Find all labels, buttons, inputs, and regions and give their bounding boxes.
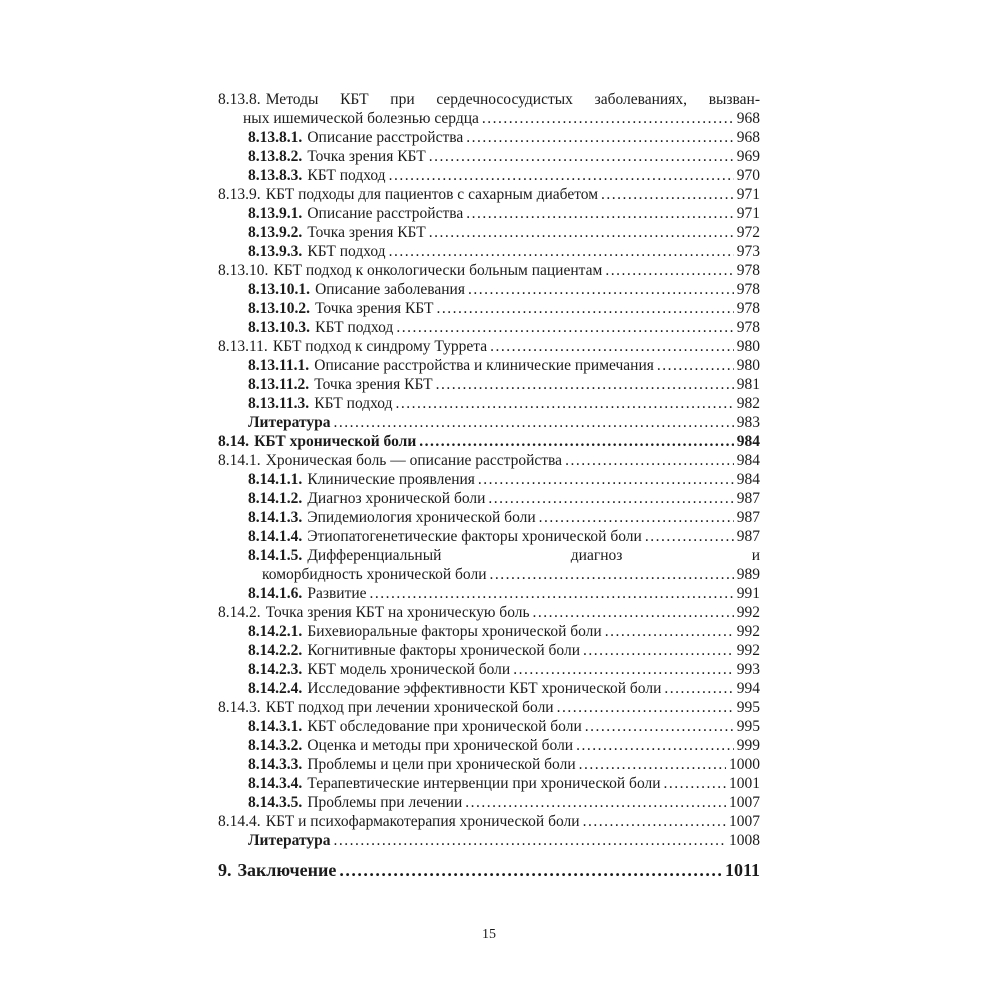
toc-entry xyxy=(218,584,760,603)
toc-entry-page: 972 xyxy=(736,224,760,241)
dot-leader xyxy=(664,679,733,698)
dot-leader xyxy=(539,508,734,527)
toc-entry xyxy=(218,90,760,109)
toc-entry-page: 982 xyxy=(736,395,760,412)
toc-entry-title: Точка зрения КБТ xyxy=(314,376,433,393)
dot-leader xyxy=(466,128,734,147)
toc-entry xyxy=(218,774,760,793)
toc-entry xyxy=(218,831,760,850)
toc-entry-page: 1008 xyxy=(729,832,760,849)
toc-entry-number: 8.14.3. xyxy=(218,699,261,716)
toc-entry xyxy=(218,128,760,147)
toc-entry xyxy=(218,451,760,470)
toc-entry-title: Описание расстройства xyxy=(307,205,464,222)
toc-entry-number: 8.13.11.3. xyxy=(248,395,310,412)
toc-entry-title: КБТ хронической боли xyxy=(254,433,417,450)
toc-entry-title: Описание расстройства и клинические примечания xyxy=(314,357,654,374)
toc-entry-number: 8.13.9.1. xyxy=(248,205,303,222)
toc-entry xyxy=(218,861,760,880)
toc-entry-number: 8.14.2.2. xyxy=(248,642,303,659)
toc-entry-title: КБТ и психофармакотерапия хронической боли xyxy=(265,813,580,830)
toc-entry-number: 8.14.1.4. xyxy=(248,528,303,545)
toc-entry-title: Терапевтические интервенции при хронической боли xyxy=(307,775,661,792)
toc-entry-title: КБТ подход xyxy=(314,395,393,412)
toc-entry xyxy=(218,717,760,736)
toc-entry-number: 8.14.1.5. xyxy=(248,547,303,564)
toc-entry-title: КБТ подходы для пациентов с сахарным диабетом xyxy=(265,186,599,203)
toc-entry xyxy=(218,166,760,185)
toc-entry-number: 8.13.8.3. xyxy=(248,167,303,184)
toc-entry-page: 987 xyxy=(736,490,760,507)
dot-leader xyxy=(579,755,726,774)
page-footer-number: 15 xyxy=(482,927,496,942)
toc-entry-number: 8.14.2.1. xyxy=(248,623,303,640)
dot-leader xyxy=(583,641,734,660)
dot-leader xyxy=(583,812,726,831)
dot-leader xyxy=(605,622,734,641)
toc-entry xyxy=(218,755,760,774)
toc-entry xyxy=(218,489,760,508)
dot-leader xyxy=(465,793,726,812)
dot-leader xyxy=(657,356,734,375)
dot-leader xyxy=(339,861,722,880)
toc-entry-number: 8.13.9.2. xyxy=(248,224,303,241)
toc-entry-title: КБТ подход при лечении хронической боли xyxy=(265,699,554,716)
toc-entry-number: 8.13.8.1. xyxy=(248,129,303,146)
dot-leader xyxy=(488,489,733,508)
toc-entry-title: Эпидемиология хронической боли xyxy=(307,509,536,526)
toc-entry-page: 992 xyxy=(736,623,760,640)
dot-leader xyxy=(482,109,734,128)
dot-leader xyxy=(333,413,733,432)
toc-entry-page: 999 xyxy=(736,737,760,754)
dot-leader xyxy=(395,394,733,413)
toc-entry-number: 8.13.9. xyxy=(218,186,261,203)
toc-entry-page: 978 xyxy=(736,319,760,336)
toc-entry-number: 8.14.3.3. xyxy=(248,756,303,773)
toc-entry-number: 8.13.11.2. xyxy=(248,376,310,393)
toc-entry-title: Точка зрения КБТ xyxy=(315,300,434,317)
dot-leader xyxy=(478,470,734,489)
toc-entry-title: коморбидность хронической боли xyxy=(262,566,487,583)
toc-entry-number: 8.14.1.6. xyxy=(248,585,303,602)
toc-entry-title: Бихевиоральные факторы хронической боли xyxy=(307,623,602,640)
toc-entry-page: 973 xyxy=(736,243,760,260)
toc-entry xyxy=(218,736,760,755)
toc-entry-title: Развитие xyxy=(307,585,367,602)
toc-entry-title: Литература xyxy=(248,414,331,431)
toc-entry xyxy=(218,147,760,166)
toc-entry-page: 1001 xyxy=(729,775,760,792)
toc-entry-title: Описание расстройства xyxy=(307,129,464,146)
toc-entry-number: 8.14.2. xyxy=(218,604,261,621)
toc-entry xyxy=(218,679,760,698)
toc-entry-title: ных ишемической болезнью сердца xyxy=(243,110,479,127)
dot-leader xyxy=(585,717,734,736)
toc-entry xyxy=(218,394,760,413)
toc-entry-page: 992 xyxy=(736,604,760,621)
toc-entry-number: 8.14.1.2. xyxy=(248,490,303,507)
toc-entry-page: 992 xyxy=(736,642,760,659)
toc-entry-page: 980 xyxy=(736,357,760,374)
toc-entry-page: 995 xyxy=(736,699,760,716)
toc-entry-page: 978 xyxy=(736,281,760,298)
toc-entry-title: Литература xyxy=(248,832,331,849)
toc-entry xyxy=(218,432,760,451)
toc-entry-title: КБТ подход xyxy=(307,167,386,184)
toc-entry xyxy=(218,318,760,337)
toc-entry-page: 987 xyxy=(736,528,760,545)
toc-entry xyxy=(218,546,760,565)
toc-entry-page: 980 xyxy=(736,338,760,355)
toc-entry-page: 1007 xyxy=(729,794,760,811)
toc-entry xyxy=(218,375,760,394)
toc-entry-number: 8.14.1.3. xyxy=(248,509,303,526)
toc-entry xyxy=(218,698,760,717)
dot-leader xyxy=(429,223,734,242)
toc-entry-page: 1011 xyxy=(724,860,760,880)
dot-leader xyxy=(436,375,734,394)
toc-entry-page: 987 xyxy=(736,509,760,526)
dot-leader xyxy=(468,280,734,299)
dot-leader xyxy=(389,242,734,261)
toc-entry-page: 978 xyxy=(736,262,760,279)
dot-leader xyxy=(601,185,734,204)
toc-entry-page: 970 xyxy=(736,167,760,184)
toc-entry-page: 968 xyxy=(736,129,760,146)
toc-entry xyxy=(218,793,760,812)
toc-entry-number: 8.13.9.3. xyxy=(248,243,303,260)
toc-entry-page: 1007 xyxy=(729,813,760,830)
toc-entry xyxy=(218,508,760,527)
toc-entry-title: Точка зрения КБТ xyxy=(307,148,426,165)
toc-entry-page: 984 xyxy=(736,471,760,488)
toc-entry-title: Диагноз хронической боли xyxy=(307,490,486,507)
dot-leader xyxy=(565,451,734,470)
toc-entry-number: 8.13.11. xyxy=(218,338,268,355)
toc-entry-number: 8.14.3.2. xyxy=(248,737,303,754)
dot-leader xyxy=(419,432,733,451)
toc-entry-title: Оценка и методы при хронической боли xyxy=(307,737,574,754)
toc-entry-title: КБТ модель хронической боли xyxy=(307,661,511,678)
toc-entry-title: Проблемы при лечении xyxy=(307,794,463,811)
toc-entry-number: 8.14.2.4. xyxy=(248,680,303,697)
toc-entry-title: КБТ подход xyxy=(307,243,386,260)
toc-entry xyxy=(218,565,760,584)
toc-entry xyxy=(218,299,760,318)
dot-leader xyxy=(436,299,733,318)
dot-leader xyxy=(664,774,726,793)
dot-leader xyxy=(333,831,726,850)
dot-leader xyxy=(605,261,733,280)
dot-leader xyxy=(370,584,734,603)
toc-entry-title: КБТ подход xyxy=(315,319,394,336)
toc-entry-number: 8.14.1.1. xyxy=(248,471,303,488)
toc-entry xyxy=(218,470,760,489)
toc-entry-title: Заключение xyxy=(237,860,337,880)
toc-entry xyxy=(218,280,760,299)
toc-entry-page: 983 xyxy=(736,414,760,431)
toc-entry-page: 995 xyxy=(736,718,760,735)
toc-entry xyxy=(218,603,760,622)
dot-leader xyxy=(466,204,734,223)
toc-entry-number: 8.13.10.3. xyxy=(248,319,310,336)
toc-entry-number: 8.13.10. xyxy=(218,262,269,279)
dot-leader xyxy=(429,147,734,166)
toc-entry-page: 991 xyxy=(736,585,760,602)
toc-entry-title: Дифференциальный диагноз и xyxy=(307,547,760,564)
toc-entry-number: 8.13.10.2. xyxy=(248,300,310,317)
dot-leader xyxy=(396,318,733,337)
toc-entry-page: 968 xyxy=(736,110,760,127)
dot-leader xyxy=(490,337,734,356)
dot-leader xyxy=(576,736,734,755)
toc-list xyxy=(218,90,760,880)
dot-leader xyxy=(645,527,734,546)
toc-entry xyxy=(218,641,760,660)
toc-entry-number: 8.14.3.5. xyxy=(248,794,303,811)
toc-entry-title: Исследование эффективности КБТ хронической боли xyxy=(307,680,662,697)
toc-entry xyxy=(218,413,760,432)
toc-entry-number: 8.14.2.3. xyxy=(248,661,303,678)
toc-entry-title: КБТ подход к онкологически больным пациентам xyxy=(273,262,603,279)
toc-entry-page: 994 xyxy=(736,680,760,697)
toc-entry-page: 989 xyxy=(736,566,760,583)
toc-entry-page: 978 xyxy=(736,300,760,317)
toc-entry xyxy=(218,185,760,204)
toc-entry-number: 8.14.3.4. xyxy=(248,775,303,792)
toc-entry-number: 8.14.1. xyxy=(218,452,261,469)
toc-entry-title: Хроническая боль — описание расстройства xyxy=(265,452,563,469)
toc-entry xyxy=(218,812,760,831)
toc-entry-page: 1000 xyxy=(729,756,760,773)
toc-entry-title: Когнитивные факторы хронической боли xyxy=(307,642,580,659)
dot-leader xyxy=(513,660,734,679)
toc-entry-page: 969 xyxy=(736,148,760,165)
toc-entry-number: 8.14. xyxy=(218,433,249,450)
toc-entry xyxy=(218,204,760,223)
toc-entry-number: 8.13.8.2. xyxy=(248,148,303,165)
toc-entry-number: 9. xyxy=(218,860,232,880)
toc-entry-title: КБТ подход к синдрому Туррета xyxy=(272,338,488,355)
toc-entry-title: Точка зрения КБТ xyxy=(307,224,426,241)
dot-leader xyxy=(557,698,734,717)
toc-entry-title: Клинические проявления xyxy=(307,471,475,488)
toc-entry xyxy=(218,527,760,546)
toc-entry-number: 8.13.10.1. xyxy=(248,281,310,298)
toc-entry xyxy=(218,261,760,280)
toc-entry-title: Методы КБТ при сердечнососудистых заболеваниях, вызван- xyxy=(265,91,760,108)
toc-entry-page: 984 xyxy=(736,452,760,469)
dot-leader xyxy=(490,565,734,584)
toc-entry xyxy=(218,242,760,261)
toc-entry xyxy=(218,109,760,128)
toc-entry-number: 8.14.3.1. xyxy=(248,718,303,735)
toc-entry-page: 971 xyxy=(736,205,760,222)
toc-entry-number: 8.14.4. xyxy=(218,813,261,830)
toc-entry-page: 981 xyxy=(736,376,760,393)
toc-entry-title: КБТ обследование при хронической боли xyxy=(307,718,582,735)
toc-entry xyxy=(218,223,760,242)
toc-entry-title: Этиопатогенетические факторы хронической боли xyxy=(307,528,642,545)
toc-entry xyxy=(218,337,760,356)
toc-entry-title: Описание заболевания xyxy=(315,281,465,298)
toc-entry-number: 8.13.8. xyxy=(218,91,261,108)
toc-entry-page: 984 xyxy=(736,433,760,450)
toc-entry xyxy=(218,356,760,375)
toc-entry-title: Точка зрения КБТ на хроническую боль xyxy=(265,604,530,621)
toc-entry-page: 993 xyxy=(736,661,760,678)
toc-entry-page: 971 xyxy=(736,186,760,203)
toc-entry-number: 8.13.11.1. xyxy=(248,357,310,374)
dot-leader xyxy=(533,603,734,622)
toc-entry-title: Проблемы и цели при хронической боли xyxy=(307,756,576,773)
toc-entry xyxy=(218,660,760,679)
toc-entry xyxy=(218,622,760,641)
dot-leader xyxy=(389,166,734,185)
